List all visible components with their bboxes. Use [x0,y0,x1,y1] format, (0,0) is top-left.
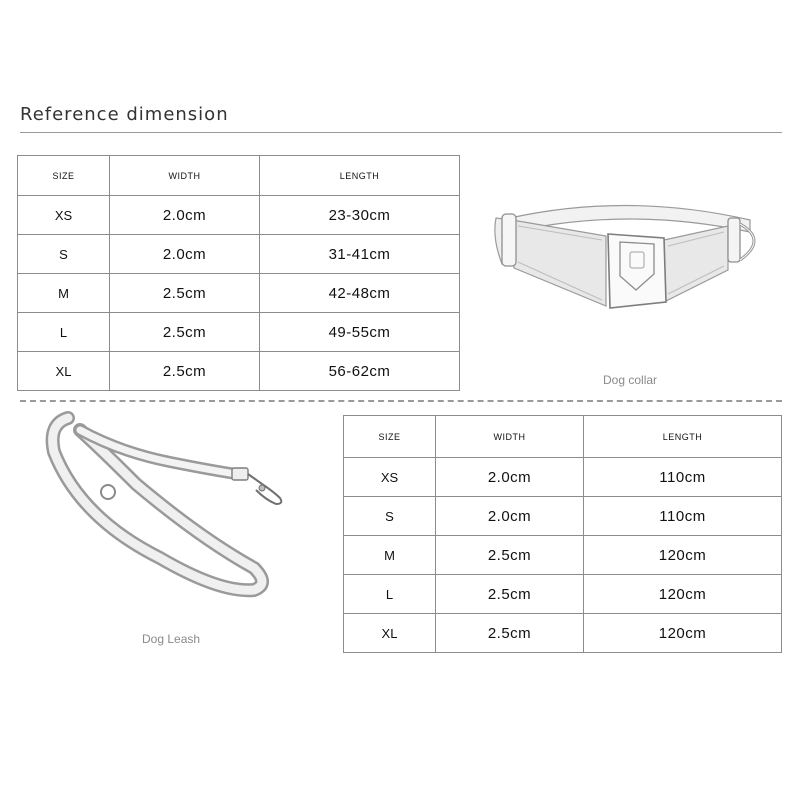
collar-width-cell: 2.5cm [110,352,260,391]
collar-size-table [17,155,460,391]
leash-length-cell: 110cm [584,497,782,536]
leash-size-cell: S [344,497,436,536]
leash-table-row [344,536,782,575]
collar-width-cell: 2.5cm [110,274,260,313]
collar-table-row [18,274,460,313]
leash-width-cell: 2.0cm [436,497,584,536]
leash-length-cell: 120cm [584,536,782,575]
collar-length-cell: 31-41cm [260,235,460,274]
leash-length-cell: 120cm [584,614,782,653]
leash-size-cell: XL [344,614,436,653]
page-title: Reference dimension [20,104,229,125]
collar-length-cell: 42-48cm [260,274,460,313]
collar-header-width: WIDTH [110,156,260,196]
leash-table-row [344,575,782,614]
section-divider [20,400,782,402]
collar-table-row [18,196,460,235]
leash-length-cell: 120cm [584,575,782,614]
collar-width-cell: 2.0cm [110,235,260,274]
collar-width-cell: 2.5cm [110,313,260,352]
leash-width-cell: 2.5cm [436,614,584,653]
collar-length-cell: 56-62cm [260,352,460,391]
dog-collar-illustration [488,190,778,320]
leash-caption: Dog Leash [142,632,201,646]
leash-size-cell: XS [344,458,436,497]
collar-caption: Dog collar [603,373,658,387]
collar-size-cell: L [18,313,110,352]
leash-width-cell: 2.5cm [436,536,584,575]
collar-width-cell: 2.0cm [110,196,260,235]
leash-table-row [344,458,782,497]
leash-length-cell: 110cm [584,458,782,497]
collar-length-cell: 49-55cm [260,313,460,352]
collar-header-length: LENGTH [260,156,460,196]
dog-leash-illustration [40,408,300,608]
collar-size-cell: S [18,235,110,274]
leash-size-table [343,415,782,653]
title-rule [20,132,782,133]
collar-size-cell: XS [18,196,110,235]
collar-length-cell: 23-30cm [260,196,460,235]
leash-size-cell: M [344,536,436,575]
collar-table-row [18,235,460,274]
leash-width-cell: 2.0cm [436,458,584,497]
collar-table-row [18,313,460,352]
collar-header-size: SIZE [18,156,110,196]
collar-table-row [18,352,460,391]
leash-header-size: SIZE [344,416,436,458]
leash-header-length: LENGTH [584,416,782,458]
collar-size-cell: XL [18,352,110,391]
leash-size-cell: L [344,575,436,614]
leash-table-row [344,497,782,536]
leash-width-cell: 2.5cm [436,575,584,614]
leash-table-row [344,614,782,653]
collar-table-header-row [18,156,460,196]
collar-size-cell: M [18,274,110,313]
leash-table-header-row [344,416,782,458]
leash-header-width: WIDTH [436,416,584,458]
